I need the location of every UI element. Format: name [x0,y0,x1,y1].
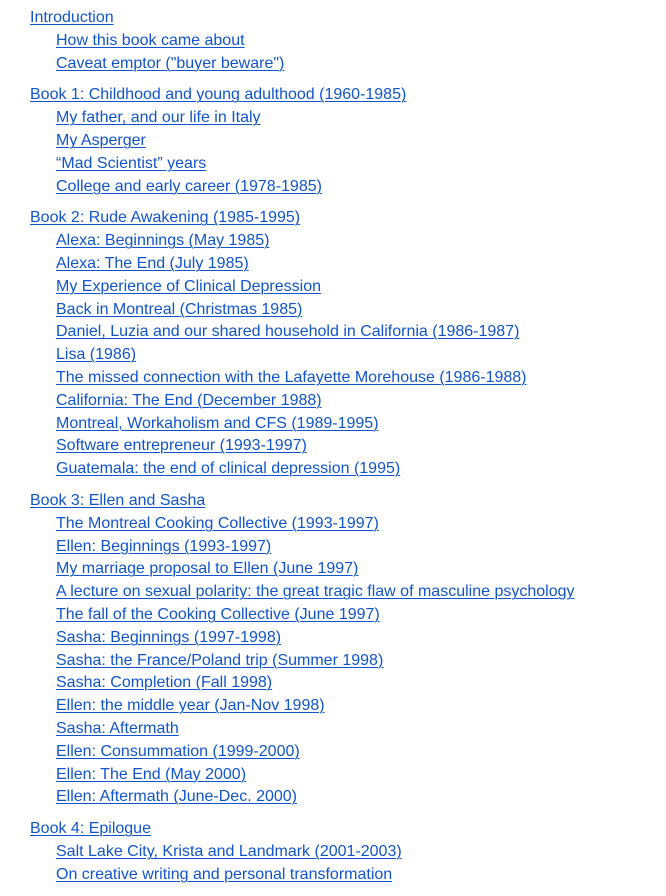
toc-chapter-link[interactable]: My marriage proposal to Ellen (June 1997) [56,560,359,578]
toc-chapter-link[interactable]: The missed connection with the Lafayette Morehouse (1986-1988) [56,368,527,386]
toc-chapter-link[interactable]: Lisa (1986) [56,346,137,364]
toc-chapter-link[interactable]: My father, and our life in Italy [56,109,261,127]
toc-chapter-link[interactable]: Back in Montreal (Christmas 1985) [56,300,303,318]
toc-chapter-link[interactable]: How this book came about [56,31,245,49]
toc-chapter-link[interactable]: Sasha: the France/Poland trip (Summer 1998) [56,651,384,669]
toc-chapter-link[interactable]: The fall of the Cooking Collective (June 1997) [56,605,380,623]
toc-chapter-link[interactable]: Montreal, Workaholism and CFS (1989-1995) [56,414,379,432]
toc-chapter-link[interactable]: A lecture on sexual polarity: the great tragic flaw of masculine psychology [56,583,575,601]
toc-section [30,818,666,886]
toc-chapter-link[interactable]: Caveat emptor ("buyer beware") [56,54,285,72]
toc-chapter-link[interactable]: Sasha: Aftermath [56,719,179,737]
toc-chapter-link[interactable]: Ellen: The End (May 2000) [56,765,247,783]
toc-chapter-link[interactable]: On creative writing and personal transformation [56,865,393,883]
toc-chapter-link[interactable]: Ellen: Beginnings (1993-1997) [56,537,272,555]
toc-chapter-link[interactable]: College and early career (1978-1985) [56,177,322,195]
toc-section [30,7,666,75]
toc-section-heading-link[interactable]: Book 1: Childhood and young adulthood (1960-1985) [30,86,407,104]
toc-chapter-link[interactable]: My Experience of Clinical Depression [56,277,321,295]
toc-section [30,207,666,481]
toc-chapter-link[interactable]: Sasha: Completion (Fall 1998) [56,674,273,692]
toc-section-heading-link[interactable]: Book 3: Ellen and Sasha [30,491,206,509]
toc-section-heading-link[interactable]: Introduction [30,9,114,26]
toc-section [30,84,666,198]
toc-chapter-link[interactable]: Sasha: Beginnings (1997-1998) [56,628,282,646]
toc-chapter-link[interactable]: Software entrepreneur (1993-1997) [56,437,307,455]
toc-chapter-link[interactable]: Ellen: Consummation (1999-2000) [56,742,300,760]
toc-chapter-link[interactable]: Ellen: the middle year (Jan-Nov 1998) [56,697,325,715]
toc-chapter-link[interactable]: Daniel, Luzia and our shared household in California (1986-1987) [56,323,520,341]
toc-chapter-link[interactable]: Ellen: Aftermath (June-Dec. 2000) [56,788,298,806]
toc-chapter-link[interactable]: Salt Lake City, Krista and Landmark (2001-2003) [56,842,402,860]
toc-section-heading-link[interactable]: Book 2: Rude Awakening (1985-1995) [30,209,301,227]
toc-chapter-link[interactable]: California: The End (December 1988) [56,391,322,409]
toc-chapter-link[interactable]: My Asperger [56,131,146,149]
toc-chapter-link[interactable]: Guatemala: the end of clinical depression (1995) [56,460,401,478]
toc-chapter-link[interactable]: “Mad Scientist” years [56,154,207,172]
toc-chapter-link[interactable]: Alexa: Beginnings (May 1985) [56,232,270,250]
toc-chapter-link[interactable]: Alexa: The End (July 1985) [56,254,249,272]
toc-section [30,490,666,809]
toc-section-heading-link[interactable]: Book 4: Epilogue [30,820,151,838]
toc-chapter-link[interactable]: The Montreal Cooking Collective (1993-1997) [56,514,379,532]
